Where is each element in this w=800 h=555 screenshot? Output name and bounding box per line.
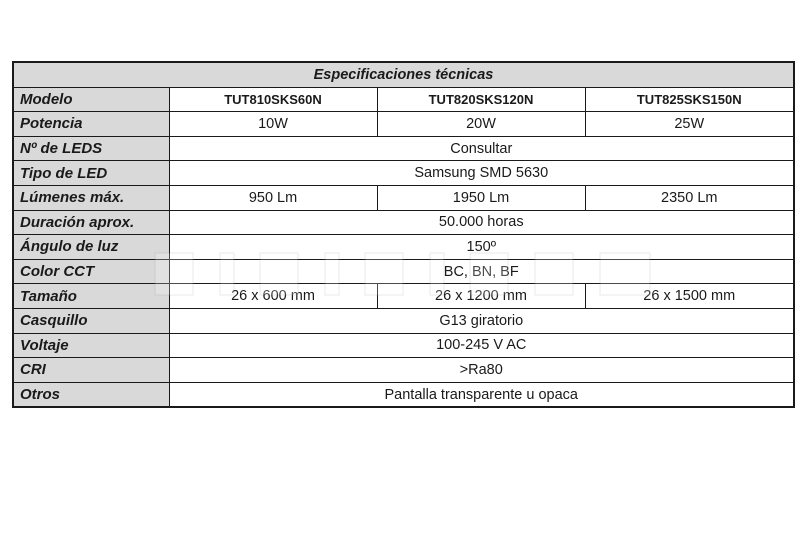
cell-value: Samsung SMD 5630 xyxy=(169,161,794,186)
row-label: Voltaje xyxy=(13,333,169,358)
row-label: Tipo de LED xyxy=(13,161,169,186)
table-row-tamano xyxy=(13,284,794,309)
cell-value: 26 x 1200 mm xyxy=(377,284,585,309)
row-label: Lúmenes máx. xyxy=(13,185,169,210)
model-name: TUT810SKS60N xyxy=(169,87,377,112)
table-row-color-cct xyxy=(13,259,794,284)
cell-value: Consultar xyxy=(169,136,794,161)
row-label: Color CCT xyxy=(13,259,169,284)
table-row-cri xyxy=(13,358,794,383)
cell-value: 26 x 1500 mm xyxy=(585,284,794,309)
cell-value: Pantalla transparente u opaca xyxy=(169,382,794,407)
table-row-casquillo xyxy=(13,308,794,333)
cell-value: 10W xyxy=(169,112,377,137)
cell-value: 26 x 600 mm xyxy=(169,284,377,309)
table-row-angulo xyxy=(13,235,794,260)
cell-value: 100-245 V AC xyxy=(169,333,794,358)
table-row-tipo-led xyxy=(13,161,794,186)
cell-value: BC, BN, BF xyxy=(169,259,794,284)
cell-value: 950 Lm xyxy=(169,185,377,210)
row-label: Nº de LEDS xyxy=(13,136,169,161)
table-row-num-leds xyxy=(13,136,794,161)
specifications-table xyxy=(12,61,795,408)
row-label: Casquillo xyxy=(13,308,169,333)
row-label: Otros xyxy=(13,382,169,407)
cell-value: 20W xyxy=(377,112,585,137)
table-row-voltaje xyxy=(13,333,794,358)
row-label: Duración aprox. xyxy=(13,210,169,235)
row-label: Tamaño xyxy=(13,284,169,309)
model-name: TUT820SKS120N xyxy=(377,87,585,112)
table-row-lumenes xyxy=(13,185,794,210)
cell-value: 2350 Lm xyxy=(585,185,794,210)
cell-value: 25W xyxy=(585,112,794,137)
table-title-row xyxy=(13,62,794,87)
model-name: TUT825SKS150N xyxy=(585,87,794,112)
row-label: Modelo xyxy=(13,87,169,112)
row-label: CRI xyxy=(13,358,169,383)
cell-value: >Ra80 xyxy=(169,358,794,383)
table-row-duracion xyxy=(13,210,794,235)
row-label: Ángulo de luz xyxy=(13,235,169,260)
table-row-otros xyxy=(13,382,794,407)
row-label: Potencia xyxy=(13,112,169,137)
cell-value: 50.000 horas xyxy=(169,210,794,235)
table-row-potencia xyxy=(13,112,794,137)
table-title: Especificaciones técnicas xyxy=(13,62,794,87)
cell-value: 150º xyxy=(169,235,794,260)
table-row-modelo xyxy=(13,87,794,112)
cell-value: 1950 Lm xyxy=(377,185,585,210)
cell-value: G13 giratorio xyxy=(169,308,794,333)
